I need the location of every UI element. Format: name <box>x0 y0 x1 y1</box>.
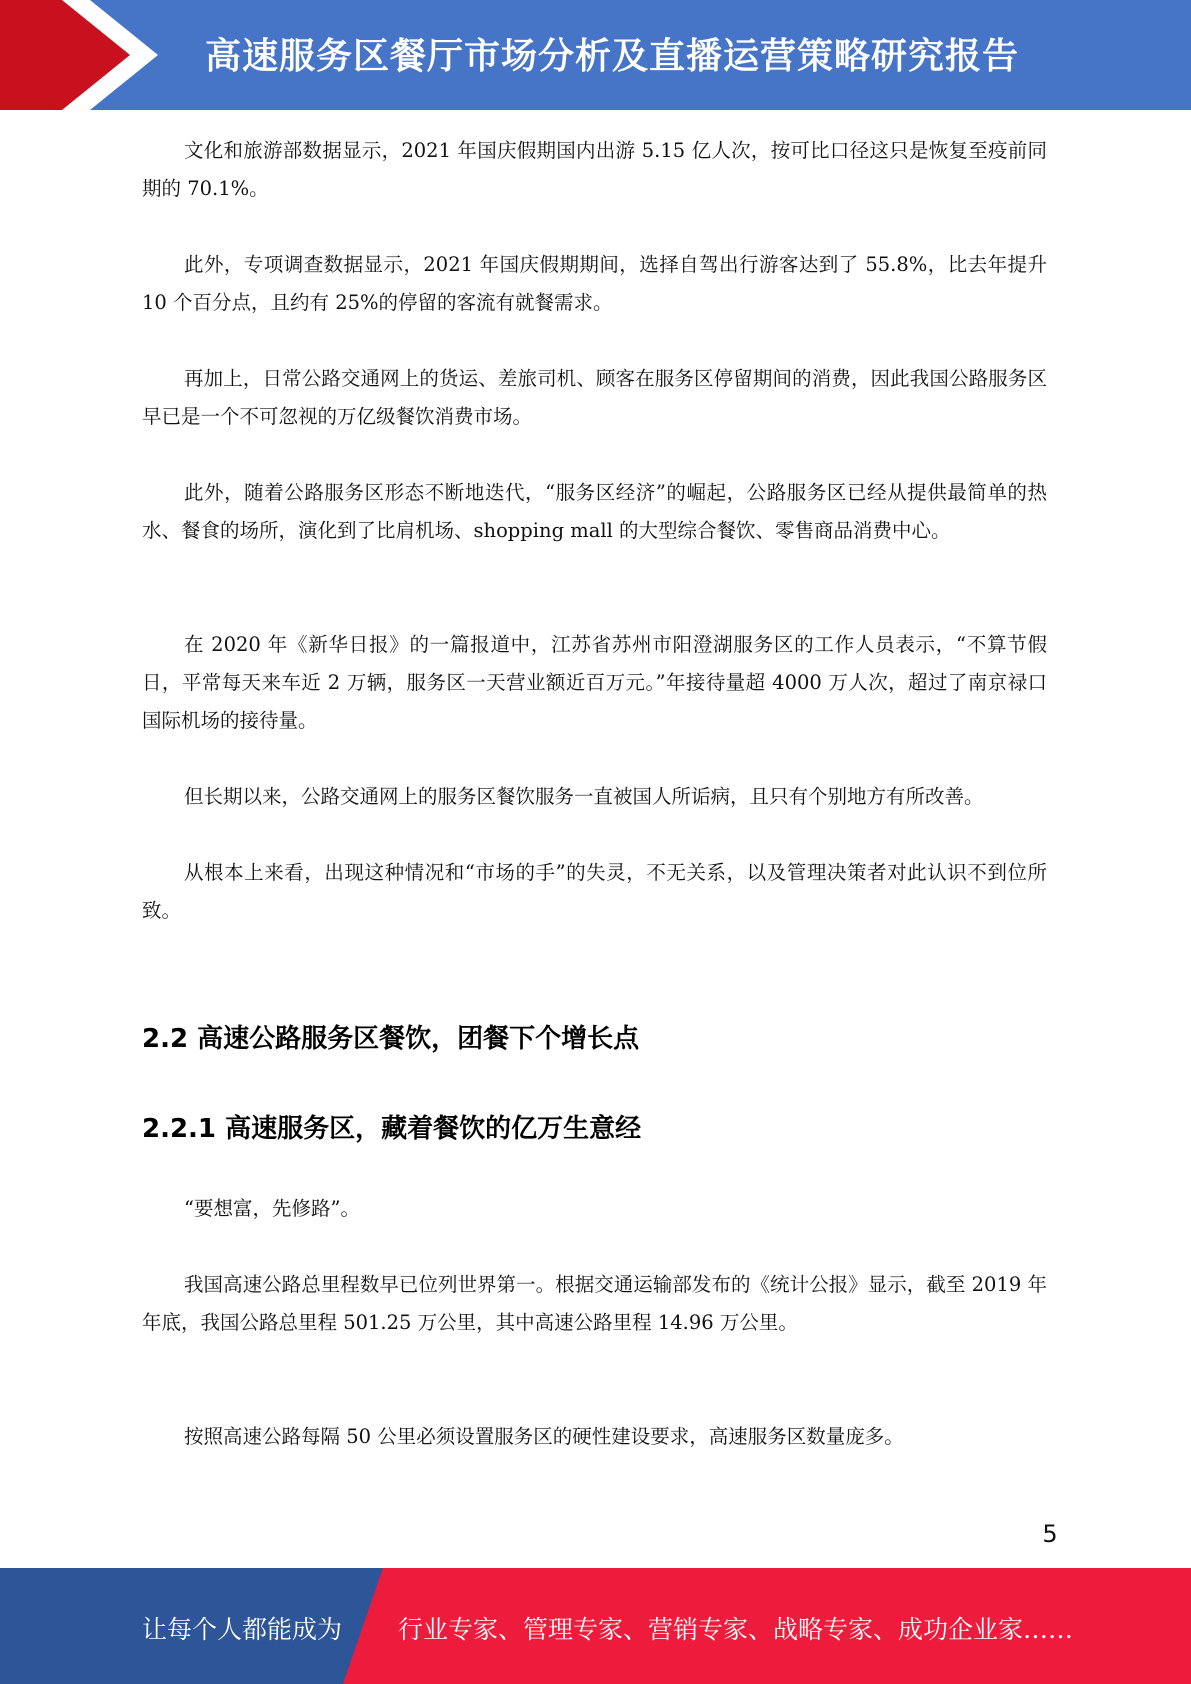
paragraph: 从根本上来看，出现这种情况和“市场的手”的失灵，不无关系，以及管理决策者对此认识不到位所致。 <box>142 861 1047 922</box>
page-number: 5 <box>1042 1520 1058 1548</box>
subsection-heading: 2.2.1 高速服务区，藏着餐饮的亿万生意经 <box>142 1114 642 1144</box>
paragraph: 此外，随着公路服务区形态不断地迭代，“服务区经济”的崛起，公路服务区已经从提供最简单的热水、餐食的场所，演化到了比肩机场、shopping mall 的大型综合餐饮、零售商品消费中心。 <box>142 481 1047 542</box>
paragraph: 再加上，日常公路交通网上的货运、差旅司机、顾客在服务区停留期间的消费，因此我国公路服务区早已是一个不可忽视的万亿级餐饮消费市场。 <box>142 367 1047 428</box>
footer-slogan-left: 让每个人都能成为 <box>142 1615 343 1644</box>
footer-slogan-right: 行业专家、管理专家、营销专家、战略专家、成功企业家…… <box>398 1615 1074 1644</box>
section-heading: 2.2 高速公路服务区餐饮，团餐下个增长点 <box>142 1024 640 1054</box>
paragraph: 按照高速公路每隔 50 公里必须设置服务区的硬性建设要求，高速服务区数量庞多。 <box>184 1425 904 1448</box>
paragraph: 在 2020 年《新华日报》的一篇报道中，江苏省苏州市阳澄湖服务区的工作人员表示，“不算节假日，平常每天来车近 2 万辆，服务区一天营业额近百万元。”年接待量超 4000 万人次，超过了南京禄口国际机场的接待量。 <box>142 633 1047 732</box>
paragraph: 我国高速公路总里程数早已位列世界第一。根据交通运输部发布的《统计公报》显示，截至 2019 年年底，我国公路总里程 501.25 万公里，其中高速公路里程 14.96 万公里。 <box>142 1273 1047 1334</box>
paragraph: “要想富，先修路”。 <box>184 1197 360 1220</box>
header-title: 高速服务区餐厅市场分析及直播运营策略研究报告 <box>205 36 1020 77</box>
page-header <box>0 0 1191 110</box>
paragraph: 文化和旅游部数据显示，2021 年国庆假期国内出游 5.15 亿人次，按可比口径这只是恢复至疫前同期的 70.1%。 <box>142 139 1047 200</box>
page-footer <box>0 1568 1191 1684</box>
paragraph: 但长期以来，公路交通网上的服务区餐饮服务一直被国人所诟病，且只有个别地方有所改善。 <box>184 785 984 808</box>
paragraph: 此外，专项调查数据显示，2021 年国庆假期期间，选择自驾出行游客达到了 55.8%，比去年提升 10 个百分点，且约有 25%的停留的客流有就餐需求。 <box>142 253 1047 314</box>
